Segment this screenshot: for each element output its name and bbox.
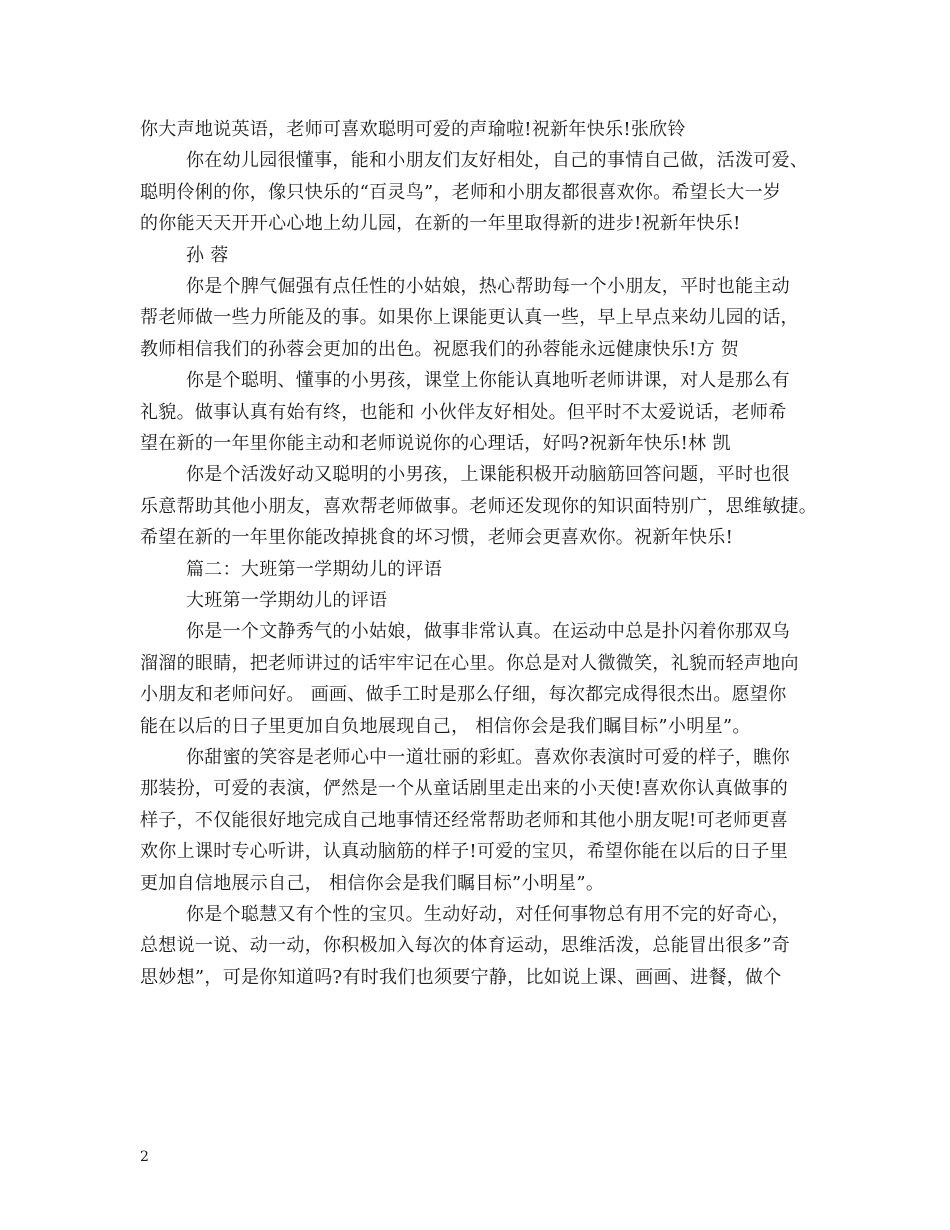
text-line: 思妙想”，可是你知道吗?有时我们也须要宁静，比如说上课、画画、进餐，做个 [140, 967, 782, 988]
text-line: 聪明伶俐的你，像只快乐的“百灵鸟”，老师和小朋友都很喜欢你。希望长大一岁 [140, 182, 782, 203]
text-line: 孙 蓉 [186, 245, 229, 266]
text-line: 你是个活泼好动又聪明的小男孩，上课能积极开动脑筋回答问题，平时也很 [186, 464, 790, 485]
text-line: 希望在新的一年里你能改掉挑食的坏习惯，老师会更喜欢你。祝新年快乐! [140, 527, 734, 548]
text-line: 帮老师做一些力所能及的事。如果你上课能更认真一些，早上早点来幼儿园的话， [140, 307, 799, 328]
text-line: 乐意帮助其他小朋友，喜欢帮老师做事。老师还发现你的知识面特别广，思维敏捷。 [140, 496, 818, 517]
text-line: 你是一个文静秀气的小姑娘，做事非常认真。在运动中总是扑闪着你那双乌 [186, 621, 790, 642]
text-line: 更加自信地展示自己， 相信你会是我们瞩目标”小明星”。 [140, 873, 605, 894]
text-line: 小朋友和老师问好。 画画、做手工时是那么仔细，每次都完成得很杰出。愿望你 [140, 684, 787, 705]
text-line: 你是个脾气倔强有点任性的小姑娘，热心帮助每一个小朋友，平时也能主动 [186, 276, 790, 297]
text-line: 的你能天天开开心心地上幼儿园，在新的一年里取得新的进步!祝新年快乐! [140, 213, 741, 234]
text-line: 那装扮，可爱的表演，俨然是一个从童话剧里走出来的小天使!喜欢你认真做事的 [140, 778, 789, 799]
text-line: 望在新的一年里你能主动和老师说说你的心理话，好吗?祝新年快乐!林 凯 [140, 433, 731, 454]
text-line: 欢你上课时专心听讲，认真动脑筋的样子!可爱的宝贝，希望你能在以后的日子里 [140, 841, 789, 862]
text-line: 大班第一学期幼儿的评语 [186, 590, 388, 611]
text-line: 你是个聪慧又有个性的宝贝。生动好动，对任何事物总有用不完的好奇心， [186, 904, 790, 925]
text-line: 能在以后的日子里更加自负地展现自己， 相信你会是我们瞩目标”小明星”。 [140, 716, 751, 737]
text-line: 你是个聪明、懂事的小男孩，课堂上你能认真地听老师讲课，对人是那么有 [186, 370, 790, 391]
text-line: 你大声地说英语，老师可喜欢聪明可爱的声瑜啦!祝新年快乐!张欣铃 [140, 119, 686, 140]
text-line: 礼貌。做事认真有始有终，也能和 小伙伴友好相处。但平时不太爱说话，老师希 [140, 402, 787, 423]
text-line: 你在幼儿园很懂事，能和小朋友们友好相处，自己的事情自己做，活泼可爱、 [186, 150, 809, 171]
text-line: 总想说一说、动一动，你积极加入每次的体育运动，思维活泼，总能冒出很多”奇 [140, 935, 790, 956]
text-line: 样子，不仅能很好地完成自己地事情还经常帮助老师和其他小朋友呢!可老师更喜 [140, 810, 789, 831]
text-line: 教师相信我们的孙蓉会更加的出色。祝愿我们的孙蓉能永远健康快乐!方 贺 [140, 339, 740, 360]
page-number: 2 [140, 1149, 149, 1165]
text-line: 溜溜的眼睛，把老师讲过的话牢牢记在心里。你总是对人微微笑，礼貌而轻声地向 [140, 653, 799, 674]
text-line: 篇二：大班第一学期幼儿的评语 [186, 559, 443, 580]
text-line: 你甜蜜的笑容是老师心中一道壮丽的彩虹。喜欢你表演时可爱的样子，瞧你 [186, 747, 790, 768]
